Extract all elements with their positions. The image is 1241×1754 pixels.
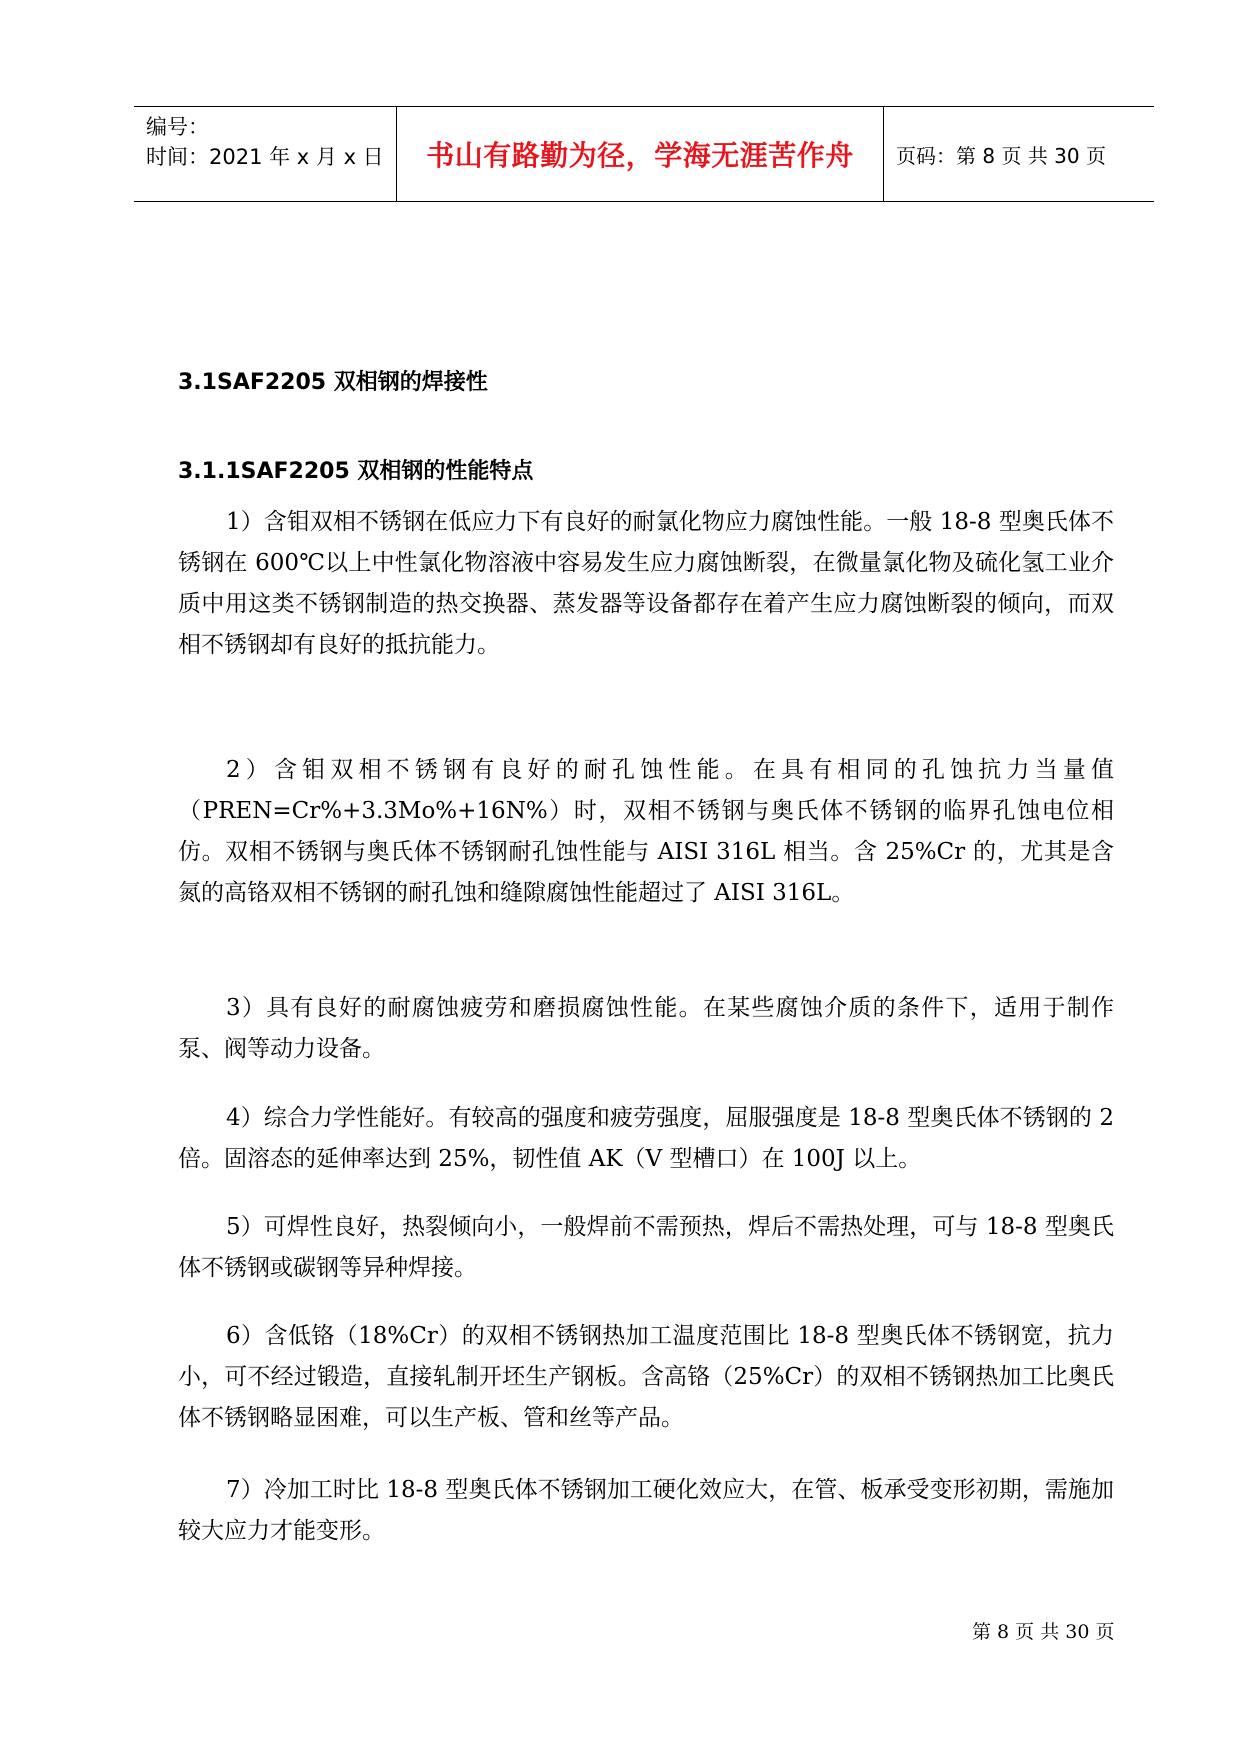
paragraph-3: 3）具有良好的耐腐蚀疲劳和磨损腐蚀性能。在某些腐蚀介质的条件下，适用于制作泵、阀等动力设备。 bbox=[178, 995, 1114, 1062]
page-header bbox=[134, 106, 1154, 202]
section-heading: 3.1SAF2205 双相钢的焊接性 bbox=[178, 370, 488, 395]
paragraph-5: 5）可焊性良好，热裂倾向小，一般焊前不需预热，焊后不需热处理，可与 18-8 型奥氏体不锈钢或碳钢等异种焊接。 bbox=[178, 1214, 1114, 1281]
header-motto-cell bbox=[396, 107, 884, 201]
paragraph-1: 1）含钼双相不锈钢在低应力下有良好的耐氯化物应力腐蚀性能。一般 18-8 型奥氏体不锈钢在 600℃以上中性氯化物溶液中容易发生应力腐蚀断裂，在微量氯化物及硫化氢工业介质中用这类不锈钢制造的热交换器、蒸发器等设备都存在着产生应力腐蚀断裂的倾向，而双相不锈钢却有良好的抵抗能力。 bbox=[178, 509, 1114, 658]
paragraph-4: 4）综合力学性能好。有较高的强度和疲劳强度，屈服强度是 18-8 型奥氏体不锈钢的 2 倍。固溶态的延伸率达到 25%，韧性值 AK（V 型槽口）在 100J 以上。 bbox=[178, 1105, 1114, 1172]
document-number: 编号： bbox=[146, 115, 209, 139]
paragraph-6: 6）含低铬（18%Cr）的双相不锈钢热加工温度范围比 18-8 型奥氏体不锈钢宽，抗力小，可不经过锻造，直接轧制开坯生产钢板。含高铬（25%Cr）的双相不锈钢热加工比奥氏体不锈钢略显困难，可以生产板、管和丝等产品。 bbox=[178, 1323, 1114, 1431]
document-time: 时间：2021 年 x 月 x 日 bbox=[146, 145, 384, 169]
paragraph-2: 2）含钼双相不锈钢有良好的耐孔蚀性能。在具有相同的孔蚀抗力当量值（PREN=Cr%+3.3Mo%+16N%）时，双相不锈钢与奥氏体不锈钢的临界孔蚀电位相仿。双相不锈钢与奥氏体不锈钢耐孔蚀性能与 AISI 316L 相当。含 25%Cr 的，尤其是含氮的高铬双相不锈钢的耐孔蚀和缝隙腐蚀性能超过了 AISI 316L。 bbox=[178, 757, 1114, 906]
page-footer: 第 8 页 共 30 页 bbox=[972, 1621, 1115, 1643]
header-motto: 书山有路勤为径，学海无涯苦作舟 bbox=[426, 139, 854, 172]
subsection-heading: 3.1.1SAF2205 双相钢的性能特点 bbox=[178, 459, 534, 484]
header-page-info: 页码：第 8 页 共 30 页 bbox=[896, 143, 1106, 168]
paragraph-7: 7）冷加工时比 18-8 型奥氏体不锈钢加工硬化效应大，在管、板承受变形初期，需施加较大应力才能变形。 bbox=[178, 1477, 1114, 1544]
header-meta bbox=[134, 107, 396, 201]
header-page-cell bbox=[884, 107, 1154, 201]
